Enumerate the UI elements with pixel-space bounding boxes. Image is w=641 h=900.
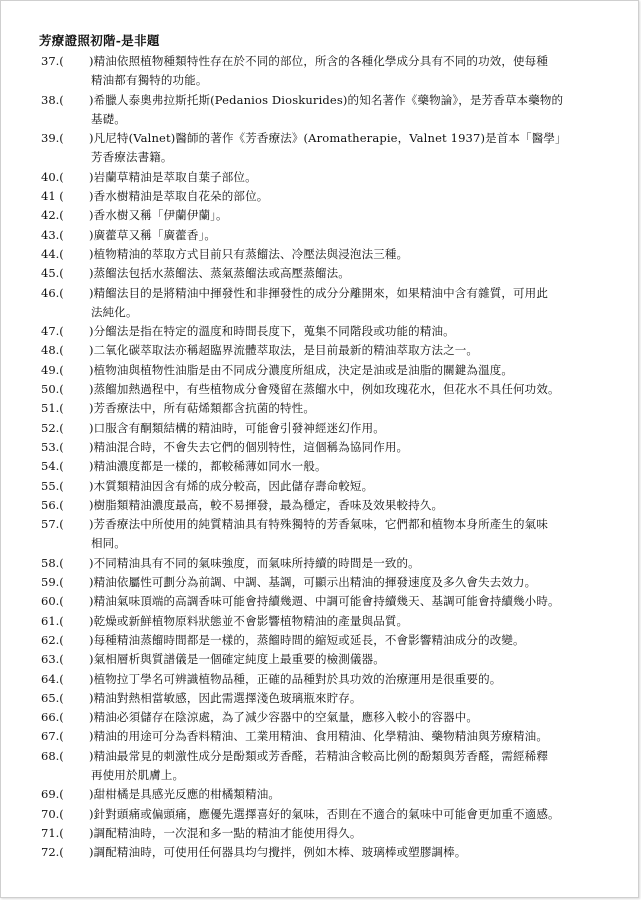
question-item: [41, 785, 611, 804]
question-number: 71.(: [41, 825, 64, 840]
question-number: 51.(: [41, 401, 64, 416]
question-item: [41, 592, 611, 611]
question-item: [41, 264, 611, 283]
question-text: [89, 322, 611, 341]
question-item: [41, 747, 611, 786]
question-number: 67.(: [41, 729, 64, 744]
question-item: [41, 226, 611, 245]
question-item: [41, 284, 611, 323]
question-number: 58.(: [41, 555, 64, 570]
question-text-line: )乾燥或新鮮植物原料狀態並不會影響植物精油的產量與品質。: [89, 613, 409, 628]
question-number: 42.(: [41, 208, 64, 223]
question-text-line: )岩蘭草精油是萃取自葉子部位。: [89, 169, 257, 184]
question-item: [41, 727, 611, 746]
question-number: 48.(: [41, 343, 64, 358]
question-text: [89, 689, 611, 708]
question-number: 61.(: [41, 613, 64, 628]
question-text-line: )調配精油時，可使用任何器具均勻攪拌，例如木棒、玻璃棒或塑膠調棒。: [89, 845, 467, 860]
question-item: [41, 824, 611, 843]
question-text: [89, 805, 611, 824]
question-text-line: )精餾法目的是將精油中揮發性和非揮發性的成分分離開來，如果精油中含有雜質，可用此: [89, 285, 548, 300]
question-text-continuation: 再使用於肌膚上。: [91, 767, 185, 782]
question-text: [89, 168, 611, 187]
question-item: [41, 322, 611, 341]
question-text-line: )氣相層析與質譜儀是一個確定純度上最重要的檢測儀器。: [89, 652, 385, 667]
question-text: [89, 785, 611, 804]
question-item: [41, 91, 611, 130]
question-text: [89, 670, 611, 689]
question-text-line: )蒸餾法包括水蒸餾法、蒸氣蒸餾法或高壓蒸餾法。: [89, 266, 350, 281]
question-text: [89, 708, 611, 727]
question-text-line: )針對頭痛或偏頭痛，應優先選擇喜好的氣味，否則在不適合的氣味中可能會更加重不適感。: [89, 806, 560, 821]
question-text-line: )不同精油具有不同的氣味強度，而氣味所持續的時間是一致的。: [89, 555, 420, 570]
question-text: [89, 727, 611, 746]
question-number: 40.(: [41, 169, 64, 184]
question-item: [41, 805, 611, 824]
question-list: [41, 52, 611, 862]
question-number: 49.(: [41, 362, 64, 377]
question-number: 53.(: [41, 439, 64, 454]
question-text-continuation: 精油都有獨特的功能。: [91, 73, 208, 88]
question-number: 66.(: [41, 710, 64, 725]
question-text: [89, 592, 611, 611]
question-item: [41, 341, 611, 360]
question-item: [41, 670, 611, 689]
question-text-line: )甜柑橘是具感光反應的柑橘類精油。: [89, 787, 281, 802]
question-text-line: )精油濃度都是一樣的，都較稀薄如同水一般。: [89, 459, 327, 474]
question-text-line: )精油最常見的刺激性成分是酚類或芳香醛，若精油含較高比例的酚類與芳香醛，需經稀釋: [89, 748, 548, 763]
question-number: 50.(: [41, 382, 64, 397]
question-item: [41, 129, 611, 168]
question-text: [89, 824, 611, 843]
question-text: [89, 419, 611, 438]
question-number: 72.(: [41, 845, 64, 860]
question-text: [89, 612, 611, 631]
question-number: 44.(: [41, 246, 64, 261]
question-text: [89, 438, 611, 457]
question-text: [89, 264, 611, 283]
question-text: [89, 573, 611, 592]
question-text-line: )木質類精油因含有烯的成分較高，因此儲存壽命較短。: [89, 478, 374, 493]
question-number: 68.(: [41, 748, 64, 763]
question-text: [89, 361, 611, 380]
question-text-line: )口服含有酮類結構的精油時，可能會引發神經迷幻作用。: [89, 420, 385, 435]
question-item: [41, 496, 611, 515]
question-item: [41, 438, 611, 457]
question-number: 70.(: [41, 806, 64, 821]
question-item: [41, 515, 611, 554]
question-text-line: )精油依屬性可劃分為前調、中調、基調，可顯示出精油的揮發速度及多久會失去效力。: [89, 575, 537, 590]
question-text-line: )植物拉丁學名可辨識植物品種，正確的品種對於具功效的治療運用是很重要的。: [89, 671, 502, 686]
question-number: 55.(: [41, 478, 64, 493]
question-number: 65.(: [41, 690, 64, 705]
question-text: [89, 91, 611, 130]
question-text-line: )芳香療法中所使用的純質精油具有特殊獨特的芳香氣味，它們都和植物本身所產生的氣味: [89, 517, 548, 532]
question-text: [89, 515, 611, 554]
question-item: [41, 457, 611, 476]
question-number: 64.(: [41, 671, 64, 686]
question-text-line: )希臘人泰奧弗拉斯托斯(Pedanios Dioskurides)的知名著作《藥物論》，是芳香草本藥物的: [89, 92, 564, 107]
question-number: 54.(: [41, 459, 64, 474]
question-item: [41, 689, 611, 708]
question-item: [41, 573, 611, 592]
question-text-line: )每種精油蒸餾時間都是一樣的，蒸餾時間的縮短或延長，不會影響精油成分的改變。: [89, 632, 525, 647]
question-text-line: )調配精油時，一次混和多一點的精油才能使用得久。: [89, 825, 362, 840]
question-text: [89, 206, 611, 225]
question-number: 45.(: [41, 266, 64, 281]
question-text-line: )香水樹精油是萃取自花朵的部位。: [89, 189, 269, 204]
question-item: [41, 399, 611, 418]
question-text: [89, 187, 611, 206]
question-number: 47.(: [41, 324, 64, 339]
question-item: [41, 245, 611, 264]
question-number: 41 (: [41, 189, 64, 204]
question-item: [41, 380, 611, 399]
question-text-line: )植物油與植物性油脂是由不同成分濃度所組成，決定是油或是油脂的關鍵為溫度。: [89, 362, 514, 377]
page-title: 芳療證照初階-是非題: [39, 33, 160, 48]
question-text-line: )精油必須儲存在陰涼處，為了減少容器中的空氣量，應移入較小的容器中。: [89, 710, 479, 725]
question-text-line: )二氧化碳萃取法亦稱超臨界流體萃取法，是目前最新的精油萃取方法之一。: [89, 343, 479, 358]
question-item: [41, 168, 611, 187]
question-item: [41, 361, 611, 380]
question-text-line: )精油依照植物種類特性存在於不同的部位，所含的各種化學成分具有不同的功效，使每種: [89, 54, 548, 68]
question-text: [89, 52, 611, 91]
question-text: [89, 129, 611, 168]
question-number: 57.(: [41, 517, 64, 532]
question-text-line: )植物精油的萃取方式目前只有蒸餾法、冷壓法與浸泡法三種。: [89, 246, 409, 261]
question-number: 46.(: [41, 285, 64, 300]
question-text: [89, 747, 611, 786]
question-number: 69.(: [41, 787, 64, 802]
question-number: 63.(: [41, 652, 64, 667]
question-text-continuation: 相同。: [91, 536, 126, 551]
question-text: [89, 631, 611, 650]
question-item: [41, 612, 611, 631]
question-text: [89, 380, 611, 399]
question-number: 59.(: [41, 575, 64, 590]
question-item: [41, 554, 611, 573]
question-number: 56.(: [41, 497, 64, 512]
question-text-line: )芳香療法中，所有萜烯類都含抗菌的特性。: [89, 401, 315, 416]
question-text: [89, 284, 611, 323]
question-item: [41, 631, 611, 650]
question-item: [41, 708, 611, 727]
question-text-line: )精油混合時，不會失去它們的個別特性，這個稱為協同作用。: [89, 439, 409, 454]
question-text: [89, 341, 611, 360]
question-text-line: )精油的用途可分為香料精油、工業用精油、食用精油、化學精油、藥物精油與芳療精油。: [89, 729, 548, 744]
question-text-line: )廣藿草又稱「廣藿香」。: [89, 227, 217, 242]
question-item: [41, 52, 611, 91]
question-number: 60.(: [41, 594, 64, 609]
question-text-continuation: 法純化。: [91, 304, 138, 319]
question-number: 62.(: [41, 632, 64, 647]
question-text-line: )精油對熱相當敏感，因此需選擇淺色玻璃瓶來貯存。: [89, 690, 362, 705]
question-number: 37.(: [41, 54, 64, 68]
question-number: 39.(: [41, 131, 64, 146]
question-text: [89, 457, 611, 476]
question-text: [89, 496, 611, 515]
question-text-line: )香水樹又稱「伊蘭伊蘭」。: [89, 208, 228, 223]
question-text: [89, 650, 611, 669]
question-text: [89, 245, 611, 264]
question-text-continuation: 基礎。: [91, 111, 126, 126]
question-text-line: )蒸餾加熱過程中，有些植物成分會殘留在蒸餾水中，例如玫瑰花水，但花水不具任何功效。: [89, 382, 560, 397]
question-item: [41, 419, 611, 438]
question-text-line: )分餾法是指在特定的溫度和時間長度下，蒐集不同階段或功能的精油。: [89, 324, 455, 339]
question-number: 38.(: [41, 92, 64, 107]
question-number: 52.(: [41, 420, 64, 435]
question-text-continuation: 芳香療法書籍。: [91, 150, 173, 165]
question-item: [41, 650, 611, 669]
question-number: 43.(: [41, 227, 64, 242]
question-text: [89, 399, 611, 418]
question-text: [89, 554, 611, 573]
question-text: [89, 477, 611, 496]
question-item: [41, 206, 611, 225]
question-text-line: )精油氣味頂端的高調香味可能會持續幾週、中調可能會持續幾天、基調可能會持續幾小時。: [89, 594, 560, 609]
question-item: [41, 187, 611, 206]
question-text: [89, 226, 611, 245]
question-item: [41, 477, 611, 496]
question-text-line: )凡尼特(Valnet)醫師的著作《芳香療法》(Aromatherapie，Valnet 1937)是首本「醫學」: [89, 131, 567, 146]
question-item: [41, 843, 611, 862]
question-text: [89, 843, 611, 862]
question-text-line: )樹脂類精油濃度最高，較不易揮發，最為穩定，香味及效果較持久。: [89, 497, 444, 512]
